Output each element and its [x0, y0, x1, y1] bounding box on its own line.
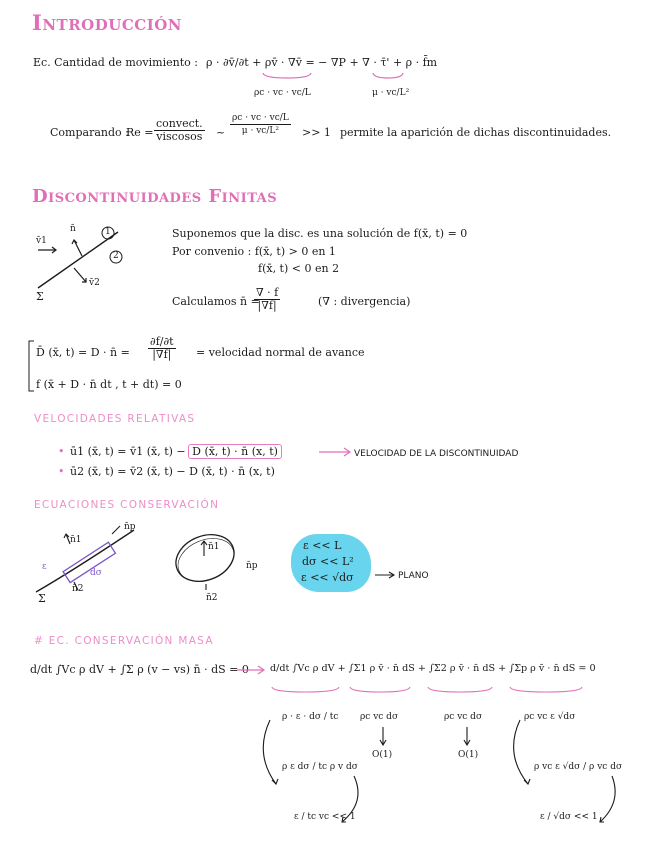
section-title-disc: Discontinuidades Finitas	[32, 186, 278, 207]
ellipse-np-label: n̄p	[246, 561, 258, 571]
ellipse-sketch	[170, 528, 240, 592]
underbrace-convective	[262, 72, 312, 80]
term-d3: ε / √dσ << 1	[540, 812, 598, 822]
comparing-text: permite la aparición de dichas discontinuidades.	[340, 126, 612, 139]
arrow-mass	[236, 665, 266, 675]
bullet-1: •	[58, 445, 65, 458]
epsilon-label: ε	[42, 562, 47, 572]
reynolds-fraction	[154, 118, 205, 143]
speed-denominator: |∇f|	[152, 348, 172, 361]
viscous-scale: μ · vc/L²	[372, 88, 410, 98]
momentum-equation: ρ · ∂v̄/∂t + ρv̄ · ∇v̄ = − ∇P + ∇ · τ̄' + ρ · f̄m	[206, 56, 438, 69]
mass-equation-right: d/dt ∫Vc ρ dV + ∫Σ1 ρ v̄ · n̄ dS + ∫Σ2 ρ v̄ · n̄ dS + ∫Σp ρ v̄ · n̄ dS = 0	[270, 663, 596, 674]
disc-line-2: Por convenio : f(x̄, t) > 0 en 1	[172, 245, 336, 258]
relative-velocity-1	[70, 445, 281, 458]
section-title-masa: # EC. CONSERVACIÓN MASA	[34, 635, 214, 647]
momentum-label: Ec. Cantidad de movimiento :	[33, 56, 198, 69]
term-c1: ρc vc dσ	[444, 712, 483, 722]
arrow-to-plano	[374, 570, 396, 580]
ratio-denominator: μ · vc/L²	[241, 126, 279, 136]
relative-velocity-1-left: ū1 (x̄, t) = v̄1 (x̄, t) −	[70, 445, 186, 458]
n1-label: n̄1	[70, 535, 82, 545]
velocity-2-label: v̄2	[89, 278, 100, 288]
region-1-label: 1	[105, 227, 111, 237]
f-equation: f (x̄ + D · n̄ dt , t + dt) = 0	[36, 378, 182, 391]
ellipse-n1-label: n̄1	[208, 542, 220, 552]
dsigma-label: dσ	[90, 568, 102, 578]
speed-fraction	[148, 336, 176, 361]
convective-label: convect.	[156, 117, 203, 130]
velocity-1-label: v̄1	[36, 236, 47, 246]
assumption-2: dσ << L²	[302, 555, 354, 568]
np-label: n̄p	[124, 522, 136, 532]
term-a1: ρ · ε · dσ / tc	[282, 712, 339, 722]
normal-label: n̄	[70, 224, 76, 234]
term-b-arrow	[378, 726, 388, 748]
speed-numerator: ∂f/∂t	[150, 335, 174, 348]
approx-sign: ~	[216, 126, 226, 139]
relative-velocity-2: ū2 (x̄, t) = v̄2 (x̄, t) − D (x̄, t) · n̄ (x, t)	[70, 465, 275, 478]
reynolds-ratio	[230, 112, 291, 137]
term-b1: ρc vc dσ	[360, 712, 399, 722]
ratio-numerator: ρc · vc · vc/L	[232, 113, 289, 123]
surface-sigma-label: Σ	[36, 290, 44, 303]
term-d1: ρc vc ε √dσ	[524, 712, 576, 722]
assumption-3: ε << √dσ	[301, 571, 354, 584]
term-b2: O(1)	[372, 750, 393, 760]
region-2-label: 2	[113, 251, 119, 261]
comparing-label: Comparando :	[50, 126, 129, 139]
arrow-to-label	[318, 447, 352, 457]
left-bracket	[28, 340, 36, 392]
normal-fraction	[254, 287, 280, 312]
convective-scale: ρc · vc · vc/L	[254, 88, 311, 98]
section-title-velrel: VELOCIDADES RELATIVAS	[34, 413, 196, 425]
underbrace-viscous	[372, 72, 404, 80]
term-d-arcs	[508, 718, 624, 828]
mass-underbraces	[270, 686, 610, 696]
sigma-label: Σ	[38, 592, 46, 605]
term-a3: ε / tc vc << 1	[294, 812, 356, 822]
term-c2: O(1)	[458, 750, 479, 760]
normal-denominator: |∇f|	[257, 299, 277, 312]
discontinuity-velocity-box: D (x̄, t) · n̄ (x, t)	[189, 445, 281, 458]
term-a2: ρ ε dσ / tc ρ v dσ	[282, 762, 358, 772]
speed-text: = velocidad normal de avance	[196, 346, 365, 359]
normal-calc-label: Calculamos n̄ =	[172, 295, 260, 308]
mass-equation-left: d/dt ∫Vc ρ dV + ∫Σ ρ (v − vs) n̄ · dS = 0	[30, 663, 249, 676]
normal-numerator: ∇ · f	[256, 286, 279, 299]
disc-line-3: f(x̄, t) < 0 en 2	[258, 262, 340, 275]
assumption-1: ε << L	[303, 539, 342, 552]
n2-label: n̄2	[72, 584, 84, 594]
bullet-2: •	[58, 465, 65, 478]
control-volume-sketch	[34, 520, 144, 600]
term-d2: ρ vc ε √dσ / ρ vc dσ	[534, 762, 623, 772]
section-title-intro: Introducción	[32, 10, 182, 35]
reynolds-symbol: Re =	[126, 126, 154, 139]
much-greater: >> 1	[302, 126, 331, 139]
section-title-ecuaciones: ECUACIONES CONSERVACIÓN	[34, 499, 220, 511]
speed-equation: D̄ (x̄, t) = D · n̄ =	[36, 346, 130, 359]
plano-label: PLANO	[398, 571, 429, 581]
term-a-arcs	[258, 718, 368, 828]
disc-line-1: Suponemos que la disc. es una solución de f(x̄, t) = 0	[172, 227, 468, 240]
divergence-note: (∇ : divergencia)	[318, 295, 411, 308]
viscous-label: viscosos	[156, 130, 203, 143]
discontinuity-velocity-label: VELOCIDAD DE LA DISCONTINUIDAD	[354, 449, 519, 459]
ellipse-n2-label: n̄2	[206, 593, 218, 603]
discontinuity-sketch	[30, 222, 140, 302]
term-c-arrow	[462, 726, 472, 748]
